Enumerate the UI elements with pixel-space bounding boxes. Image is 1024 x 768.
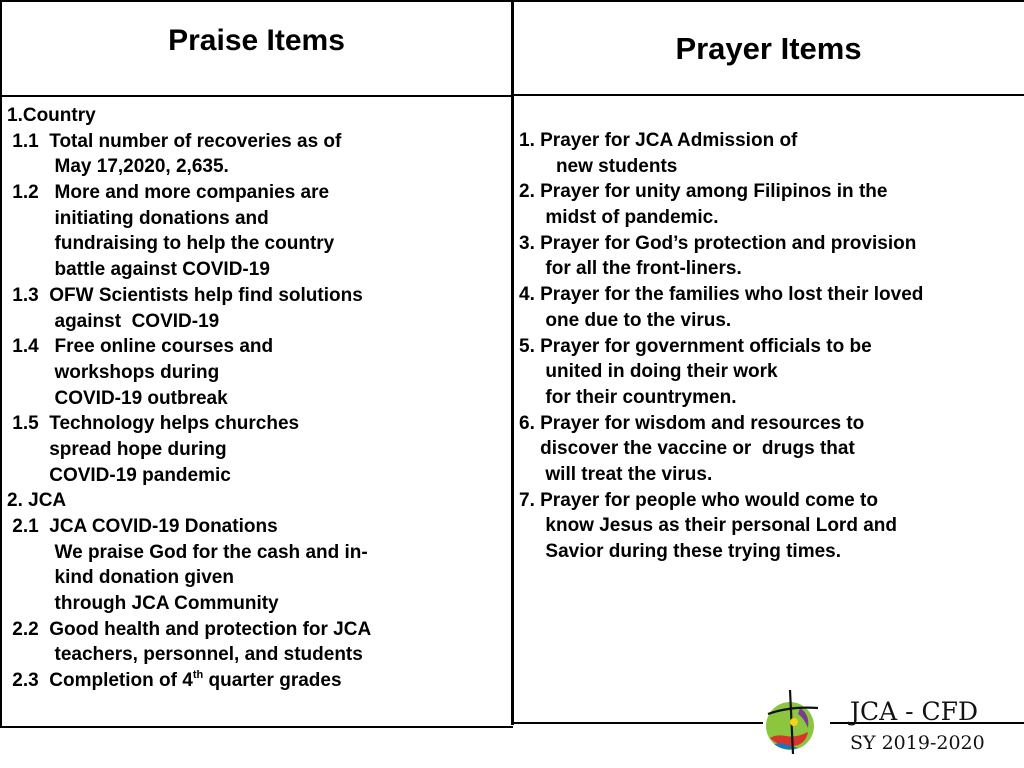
praise-line: May 17,2020, 2,635. xyxy=(7,156,229,178)
praise-line: 1.4 Free online courses and xyxy=(7,336,274,358)
prayer-line: know Jesus as their personal Lord and xyxy=(519,515,897,537)
praise-line: 1.5 Technology helps churches xyxy=(7,413,300,435)
footer-school-year: SY 2019-2020 xyxy=(850,732,985,754)
praise-line: spread hope during xyxy=(7,438,227,460)
prayer-line: 7. Prayer for people who would come to xyxy=(519,489,878,511)
praise-line: COVID-19 pandemic xyxy=(7,464,231,486)
praise-line: We praise God for the cash and in- xyxy=(7,541,368,563)
praise-line: initiating donations and xyxy=(7,207,269,229)
prayer-items-list xyxy=(519,128,923,565)
prayer-line: for their countrymen. xyxy=(519,386,737,408)
logo-center-dot xyxy=(790,718,798,726)
prayer-line: 3. Prayer for God’s protection and provision xyxy=(519,232,917,254)
praise-line: 1.2 More and more companies are xyxy=(7,182,330,204)
prayer-line: discover the vaccine or drugs that xyxy=(519,438,855,460)
prayer-bottom-border-left xyxy=(513,722,763,724)
praise-items-list xyxy=(7,103,371,694)
prayer-line: will treat the virus. xyxy=(519,463,713,485)
praise-line: through JCA Community xyxy=(7,593,279,615)
praise-line: 2.1 JCA COVID-19 Donations xyxy=(7,516,278,537)
prayer-line: 1. Prayer for JCA Admission of xyxy=(519,130,798,151)
prayer-line: 2. Prayer for unity among Filipinos in the xyxy=(519,181,888,203)
prayer-line: Savior during these trying times. xyxy=(519,541,842,562)
praise-bottom-border xyxy=(0,726,513,728)
prayer-line: 5. Prayer for government officials to be xyxy=(519,335,872,357)
footer-org: JCA - CFD xyxy=(850,697,979,726)
table-column-divider xyxy=(511,0,514,725)
praise-line-text: quarter grades xyxy=(203,670,342,692)
prayer-line: one due to the virus. xyxy=(519,309,732,331)
praise-line: 2.2 Good health and protection for JCA xyxy=(7,618,372,640)
prayer-line: new students xyxy=(519,155,678,177)
prayer-title: Prayer Items xyxy=(675,31,862,66)
ordinal-suffix: th xyxy=(192,669,204,682)
praise-line: workshops during xyxy=(7,361,220,383)
prayer-line: for all the front-liners. xyxy=(519,258,742,280)
prayer-line: united in doing their work xyxy=(519,361,778,383)
praise-line-text: 2.3 Completion of 4 xyxy=(7,670,193,692)
jca-cfd-logo-icon xyxy=(760,688,830,758)
praise-line: fundraising to help the country xyxy=(7,233,335,255)
praise-line: kind donation given xyxy=(7,567,234,589)
praise-line: COVID-19 outbreak xyxy=(7,387,228,409)
praise-title: Praise Items xyxy=(168,24,345,57)
praise-line: against COVID-19 xyxy=(7,310,220,332)
praise-line-quarter-grades xyxy=(7,668,371,694)
praise-line: 1.1 Total number of recoveries as of xyxy=(7,130,342,152)
table-left-border xyxy=(0,0,2,728)
prayer-line: 6. Prayer for wisdom and resources to xyxy=(519,412,865,434)
praise-line: 1.Country xyxy=(7,105,96,126)
praise-line: teachers, personnel, and students xyxy=(7,644,363,666)
praise-line: 2. JCA xyxy=(7,490,67,512)
praise-line: 1.3 OFW Scientists help find solutions xyxy=(7,284,363,306)
prayer-line: midst of pandemic. xyxy=(519,207,719,229)
prayer-header-divider xyxy=(513,94,1024,96)
praise-header-divider xyxy=(0,95,513,97)
prayer-line: 4. Prayer for the families who lost their loved xyxy=(519,284,924,306)
praise-line: battle against COVID-19 xyxy=(7,259,270,281)
